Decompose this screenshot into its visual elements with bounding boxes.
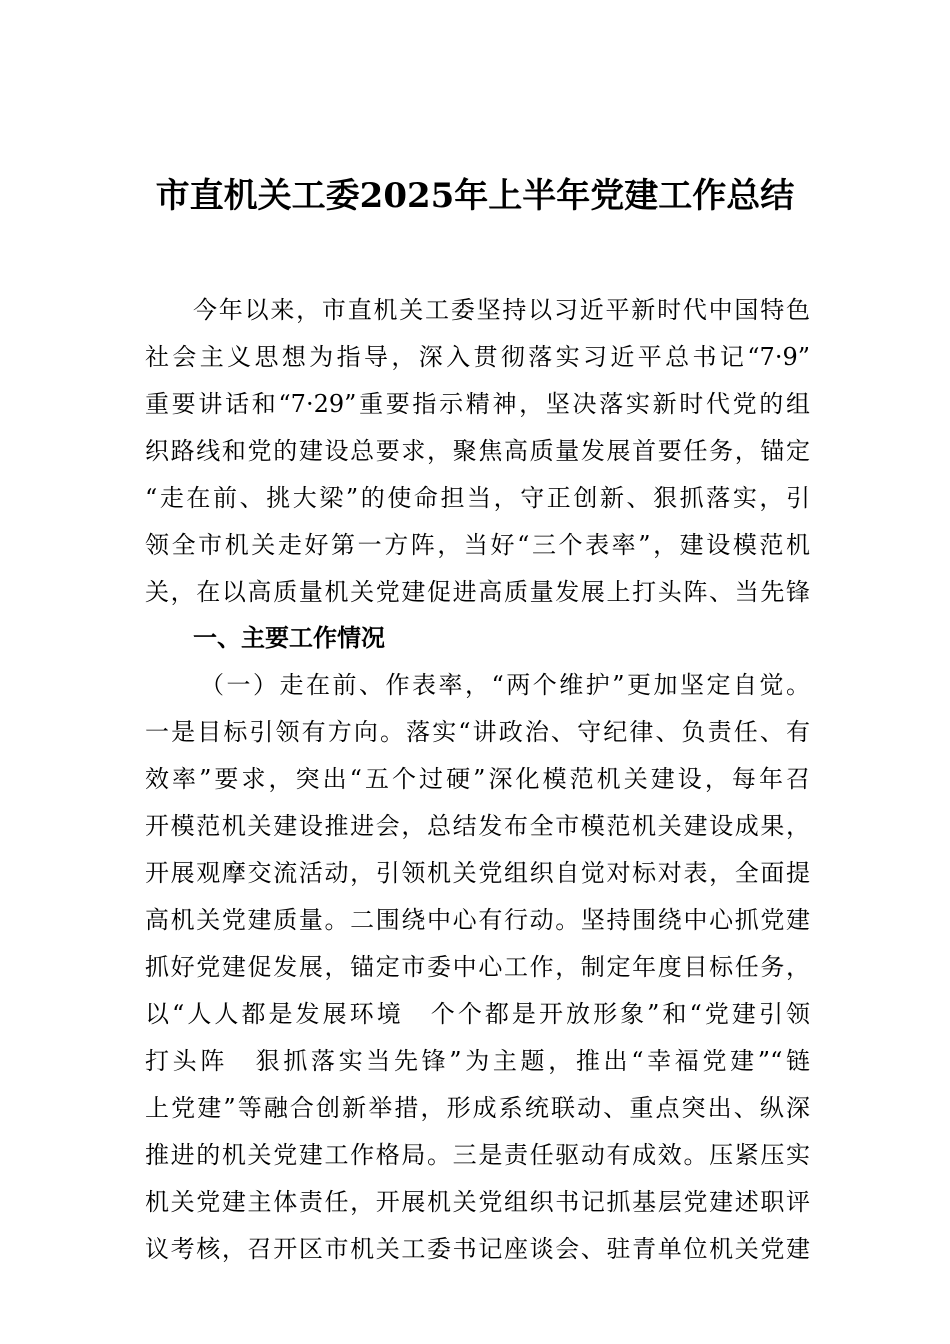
document-title: 市直机关工委2025年上半年党建工作总结	[155, 176, 795, 216]
paragraph-line: “走在前、挑大梁”的使命担当，守正创新、狠抓落实，引	[145, 484, 810, 512]
paragraph-line: 社会主义思想为指导，深入贯彻落实习近平总书记“7·9”	[145, 343, 810, 371]
paragraph-line: 推进的机关党建工作格局。三是责任驱动有成效。压紧压实	[145, 1141, 810, 1169]
subsection-heading: （一）走在前、作表率，“两个维护”更加坚定自觉。	[200, 671, 810, 699]
paragraph-line: 开展观摩交流活动，引领机关党组织自觉对标对表，全面提	[145, 859, 810, 887]
paragraph-line: 上党建”等融合创新举措，形成系统联动、重点突出、纵深	[145, 1094, 810, 1122]
paragraph-line: 织路线和党的建设总要求，聚焦高质量发展首要任务，锚定	[145, 437, 810, 465]
paragraph-line: 重要讲话和“7·29”重要指示精神，坚决落实新时代党的组	[145, 390, 810, 418]
paragraph-line: 以“人人都是发展环境 个个都是开放形象”和“党建引领	[145, 1000, 810, 1028]
paragraph-line: 高机关党建质量。二围绕中心有行动。坚持围绕中心抓党建	[145, 906, 810, 934]
paragraph-line: 领全市机关走好第一方阵，当好“三个表率”，建设模范机	[145, 531, 810, 559]
paragraph-line: 打头阵 狠抓落实当先锋”为主题，推出“幸福党建”“链	[145, 1047, 810, 1075]
paragraph-line: 抓好党建促发展，锚定市委中心工作，制定年度目标任务，	[145, 953, 810, 981]
paragraph-line: 今年以来，市直机关工委坚持以习近平新时代中国特色	[193, 296, 810, 324]
paragraph-line: 一是目标引领有方向。落实“讲政治、守纪律、负责任、有	[145, 718, 810, 746]
paragraph-line: 开模范机关建设推进会，总结发布全市模范机关建设成果，	[145, 812, 810, 840]
paragraph-line: 议考核，召开区市机关工委书记座谈会、驻青单位机关党建	[145, 1235, 810, 1263]
section-heading: 一、主要工作情况	[193, 624, 385, 652]
paragraph-line: 效率”要求，突出“五个过硬”深化模范机关建设，每年召	[145, 765, 810, 793]
paragraph-line: 关，在以高质量机关党建促进高质量发展上打头阵、当先锋	[145, 578, 810, 606]
paragraph-line: 机关党建主体责任，开展机关党组织书记抓基层党建述职评	[145, 1188, 810, 1216]
